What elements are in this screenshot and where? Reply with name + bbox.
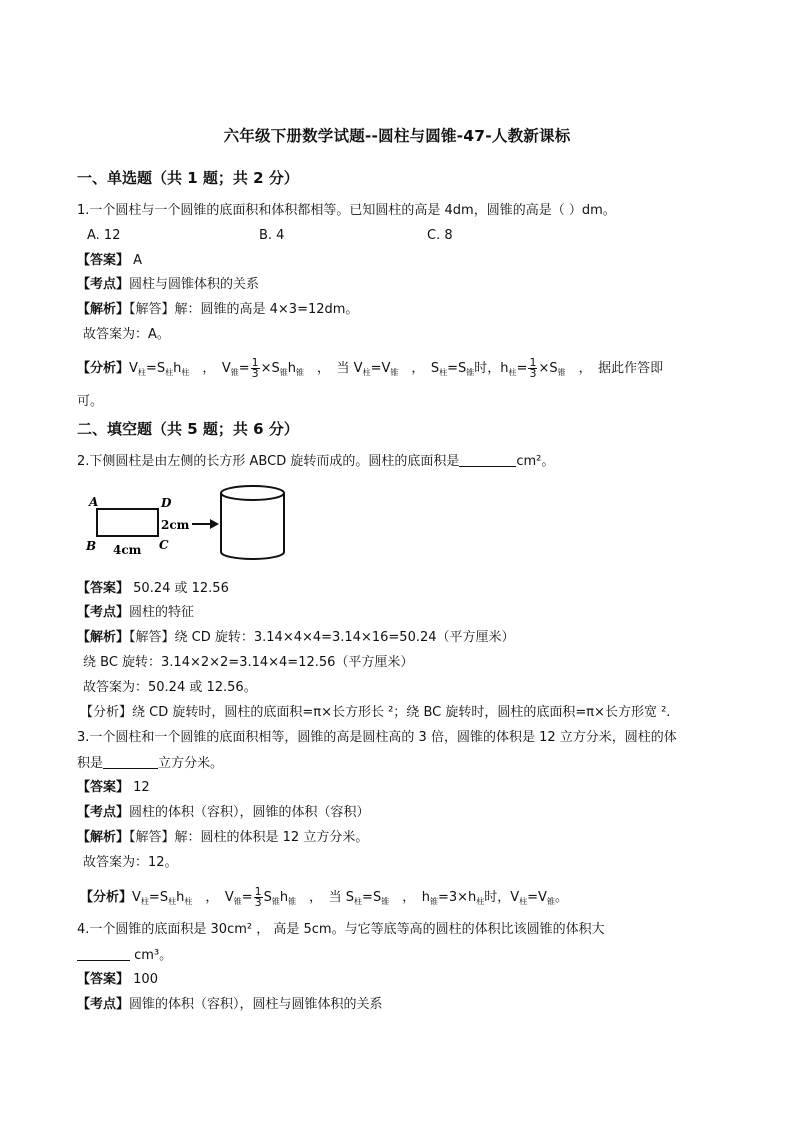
kaodian-tag: 【考点】 (77, 997, 130, 1012)
q1-jiexi: 【解答】解：圆锥的高是 4×3=12dm。 (129, 302, 359, 317)
label-d: D (161, 496, 172, 510)
page-title: 六年级下册数学试题--圆柱与圆锥-47-人教新课标 (223, 127, 571, 145)
q4-stem-line2 (77, 946, 172, 965)
q1-jiexi-row (77, 301, 358, 319)
q4-answer-row (77, 971, 158, 989)
q3-kaodian-row (77, 804, 370, 822)
answer-tag: 【答案】 (77, 581, 130, 596)
jiexi-tag: 【解析】 (77, 630, 130, 645)
answer-blank[interactable] (103, 754, 158, 769)
q4-answer: 100 (129, 972, 158, 987)
q4-kaodian: 圆锥的体积（容积），圆柱与圆锥体积的关系 (129, 997, 383, 1012)
q1-fenxi-row: 【分析】$V_柱=S_柱h_柱$ ， $V_锥=$ $\frac{1}{3}$ $\times S_锥h_锥$ ， 当 $V_柱=V_锥$ ， $S_柱=S_锥$时，$h_柱=$ $\frac{1}{3}$ $\times S_锥$ ， 据此作答即 (77, 356, 664, 380)
q2-stem-unit: cm²。 (516, 454, 555, 469)
q2-stem-text: 2.下侧圆柱是由左侧的长方形 ABCD 旋转而成的。圆柱的底面积是 (77, 454, 460, 469)
q2-stem (77, 452, 554, 471)
label-a: A (89, 495, 99, 509)
q3-stem-line2 (77, 754, 223, 773)
label-4cm: 4cm (113, 543, 142, 557)
q1-conclusion: 故答案为：A。 (83, 327, 170, 342)
label-2cm: 2cm (161, 518, 190, 532)
q1-option-b[interactable]: B. 4 (259, 228, 285, 243)
rectangle-abcd (97, 509, 158, 536)
q1-fenxi-tail: 可。 (77, 394, 104, 409)
section-heading-fill-blank: 二、填空题（共 5 题；共 6 分） (77, 420, 299, 438)
jiexi-tag: 【解析】 (77, 302, 130, 317)
q4-stem2-unit: cm³。 (130, 948, 173, 963)
q3-answer: 12 (129, 780, 150, 795)
q2-kaodian-row (77, 604, 194, 622)
fenxi-tag: 【分析】 (77, 361, 130, 376)
q2-conclusion: 故答案为：50.24 或 12.56。 (83, 680, 257, 695)
answer-tag: 【答案】 (77, 972, 130, 987)
q4-stem: 4.一个圆锥的底面积是 30cm² ， 高是 5cm。与它等底等高的圆柱的体积比该圆锥的体积大 (77, 922, 605, 937)
q3-jiexi: 【解答】解：圆柱的体积是 12 立方分米。 (129, 830, 369, 845)
q3-stem2-unit: 立方分米。 (158, 756, 224, 771)
jiexi-tag: 【解析】 (77, 830, 130, 845)
label-b: B (86, 539, 97, 553)
q4-kaodian-row (77, 996, 383, 1014)
q3-fenxi-row: 【分析】$V_柱=S_柱h_柱$ ， $V_锥=$ $\frac{1}{3}$ $S_锥h_锥$ ， 当 $S_柱=S_锥$ ， $h_锥=3\times h_柱$时，$V_柱=V_锥$。 (80, 885, 568, 909)
q3-answer-row (77, 779, 150, 797)
fenxi-tag: 【分析】 (80, 890, 133, 905)
fraction-one-third: $\frac{1}{3}$ (251, 356, 259, 380)
q2-fenxi: 【分析】绕 CD 旋转时，圆柱的底面积=π×长方形长 ²；绕 BC 旋转时，圆柱的底面积=π×长方形宽 ². (80, 705, 671, 720)
q2-jiexi: 【解答】绕 CD 旋转：3.14×4×4=3.14×16=50.24（平方厘米） (129, 630, 515, 645)
cylinder-bottom (221, 552, 284, 559)
q2-kaodian: 圆柱的特征 (129, 605, 195, 620)
cylinder-top (221, 486, 284, 500)
q3-kaodian: 圆柱的体积（容积），圆锥的体积（容积） (129, 805, 370, 820)
q3-conclusion: 故答案为：12。 (83, 855, 178, 870)
kaodian-tag: 【考点】 (77, 605, 130, 620)
q2-jiexi-row (77, 629, 515, 647)
q1-answer: A (129, 253, 143, 268)
q1-kaodian-row (77, 276, 259, 294)
q2-jiexi-line2: 绕 BC 旋转：3.14×2×2=3.14×4=12.56（平方厘米） (83, 655, 414, 670)
q3-stem: 3.一个圆柱和一个圆锥的底面积相等，圆锥的高是圆柱高的 3 倍，圆锥的体积是 12 立方分米，圆柱的体 (77, 730, 677, 745)
arrow-head (210, 519, 219, 529)
q2-answer-row (77, 580, 229, 598)
q1-option-c[interactable]: C. 8 (427, 228, 453, 243)
fraction-one-third: $\frac{1}{3}$ (254, 885, 262, 909)
label-c: C (159, 538, 169, 552)
section-heading-single-choice: 一、单选题（共 1 题；共 2 分） (77, 169, 299, 187)
q1-option-a[interactable]: A. 12 (87, 228, 121, 243)
kaodian-tag: 【考点】 (77, 277, 130, 292)
fraction-one-third: $\frac{1}{3}$ (529, 356, 537, 380)
q1-stem: 1.一个圆柱与一个圆锥的底面积和体积都相等。已知圆柱的高是 4dm，圆锥的高是（ ）dm。 (77, 203, 616, 218)
answer-tag: 【答案】 (77, 780, 130, 795)
q2-figure (80, 480, 290, 564)
kaodian-tag: 【考点】 (77, 805, 130, 820)
q1-kaodian: 圆柱与圆锥体积的关系 (129, 277, 260, 292)
answer-tag: 【答案】 (77, 253, 130, 268)
q3-jiexi-row (77, 829, 368, 847)
q2-answer: 50.24 或 12.56 (129, 581, 229, 596)
answer-blank[interactable] (77, 946, 130, 961)
answer-blank[interactable] (459, 452, 516, 467)
q3-stem2-text: 积是 (77, 756, 104, 771)
q1-answer-row (77, 252, 142, 270)
